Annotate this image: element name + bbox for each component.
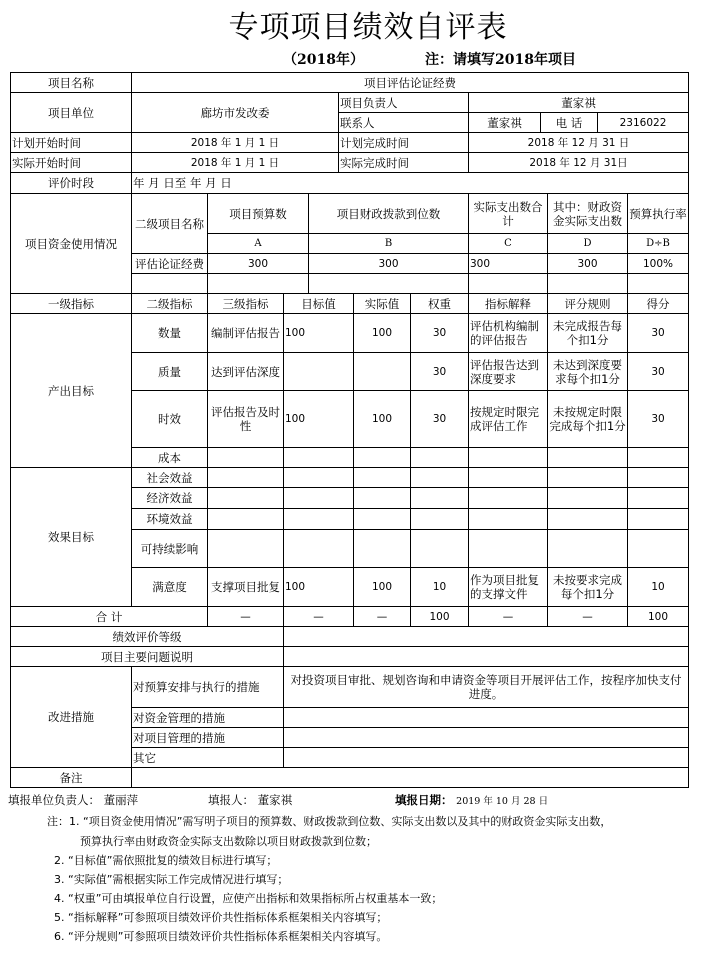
phone-label: 电 话 xyxy=(540,112,598,133)
remark-value xyxy=(131,767,689,788)
form-title: 专项项目绩效自评表 xyxy=(228,10,508,45)
funds-header-budget: 项目预算数 xyxy=(207,193,309,234)
effect-row-l3 xyxy=(207,529,284,568)
improve-label: 改进措施 xyxy=(10,666,132,768)
unit-head-label: 填报单位负责人： xyxy=(8,793,100,807)
effect-row-score xyxy=(627,487,689,509)
output-row-explain: 评估报告达到深度要求 xyxy=(468,352,548,391)
leader-label: 项目负责人 xyxy=(338,92,469,113)
actual-start-value: 2018 年 1 月 1 日 xyxy=(131,152,339,173)
funds-empty-cell xyxy=(468,273,548,294)
funds-code-rate: D÷B xyxy=(627,233,689,254)
effect-row-actual xyxy=(353,508,411,530)
effect-row-score xyxy=(627,529,689,568)
total-weight: 100 xyxy=(410,606,469,627)
form-note: 注：请填写2018年项目 xyxy=(425,52,576,68)
effect-row-rule xyxy=(547,487,628,509)
funds-header-allocated: 项目财政拨款到位数 xyxy=(308,193,469,234)
effect-row-explain xyxy=(468,487,548,509)
total-score: 100 xyxy=(627,606,689,627)
effect-row-target xyxy=(283,508,354,530)
actual-end-value: 2018 年 12 月 31日 xyxy=(468,152,689,173)
indicator-header-level1: 一级指标 xyxy=(10,293,132,314)
funds-header-actual-total: 实际支出数合计 xyxy=(468,193,548,234)
effect-row-target xyxy=(283,529,354,568)
unit-head-value: 董丽萍 xyxy=(103,793,139,807)
output-row-l3: 达到评估深度 xyxy=(207,352,284,391)
output-row-target: 100 xyxy=(283,390,354,448)
note-6: 6. “评分规则”可参照项目绩效评价共性指标体系框架相关内容填写。 xyxy=(54,930,388,943)
output-row-l2: 时效 xyxy=(131,390,208,448)
effect-row-explain xyxy=(468,467,548,488)
remark-label: 备注 xyxy=(10,767,132,788)
actual-end-label: 实际完成时间 xyxy=(338,152,469,173)
output-row-target xyxy=(283,352,354,391)
effect-row-score: 10 xyxy=(627,567,689,607)
effect-row-weight xyxy=(410,508,469,530)
output-row-l2: 数量 xyxy=(131,313,208,353)
funds-empty-cell xyxy=(207,273,309,294)
effect-row-weight xyxy=(410,487,469,509)
improve-row-label: 其它 xyxy=(131,747,284,768)
output-row-rule: 未完成报告每个扣1分 xyxy=(547,313,628,353)
effect-row-target xyxy=(283,467,354,488)
effect-row-rule xyxy=(547,467,628,488)
contact-value: 董家祺 xyxy=(468,112,541,133)
project-name-label: 项目名称 xyxy=(10,72,132,93)
effect-row-explain xyxy=(468,508,548,530)
output-row-actual xyxy=(353,447,411,468)
phone-value: 2316022 xyxy=(597,112,689,133)
note-4: 4. “权重”可由填报单位自行设置，应使产出指标和效果指标所占权重基本一致； xyxy=(54,892,443,905)
date-label: 填报日期： xyxy=(395,793,453,807)
output-row-weight: 30 xyxy=(410,313,469,353)
output-row-explain: 评估机构编制的评估报告 xyxy=(468,313,548,353)
plan-end-label: 计划完成时间 xyxy=(338,132,469,153)
output-row-explain xyxy=(468,447,548,468)
indicator-header-explain: 指标解释 xyxy=(468,293,548,314)
funds-section-label: 项目资金使用情况 xyxy=(10,193,132,294)
output-target-label: 产出目标 xyxy=(10,313,132,468)
output-row-l3: 编制评估报告 xyxy=(207,313,284,353)
effect-row-explain: 作为项目批复的支撑文件 xyxy=(468,567,548,607)
funds-row-actual-total: 300 xyxy=(468,253,548,274)
note-5: 5. “指标解释”可参照项目绩效评价共性指标体系框架相关内容填写； xyxy=(54,911,388,924)
funds-empty-cell xyxy=(547,273,628,294)
funds-row-name: 评估论证经费 xyxy=(131,253,208,274)
unit-value: 廊坊市发改委 xyxy=(131,92,339,133)
effect-row-actual: 100 xyxy=(353,567,411,607)
problem-value xyxy=(283,646,689,667)
unit-label: 项目单位 xyxy=(10,92,132,133)
improve-row-label: 对项目管理的措施 xyxy=(131,727,284,748)
effect-row-score xyxy=(627,508,689,530)
effect-row-weight xyxy=(410,529,469,568)
total-rule: — xyxy=(547,606,628,627)
output-row-actual xyxy=(353,352,411,391)
filler-label: 填报人： xyxy=(208,793,254,807)
improve-row-value: 对投资项目审批、规划咨询和申请资金等项目开展评估工作，按程序加快支付进度。 xyxy=(283,666,689,708)
indicator-header-weight: 权重 xyxy=(410,293,469,314)
indicator-header-actual: 实际值 xyxy=(353,293,411,314)
plan-end-value: 2018 年 12 月 31 日 xyxy=(468,132,689,153)
output-row-rule: 未达到深度要求每个扣1分 xyxy=(547,352,628,391)
output-row-target: 100 xyxy=(283,313,354,353)
effect-target-label: 效果目标 xyxy=(10,467,132,607)
output-row-explain: 按规定时限完成评估工作 xyxy=(468,390,548,448)
note-3: 3. “实际值”需根据实际工作完成情况进行填写； xyxy=(54,873,289,886)
funds-empty-cell xyxy=(627,273,689,294)
footer-filler xyxy=(208,792,292,808)
total-actual: — xyxy=(353,606,411,627)
output-row-rule: 未按规定时限完成每个扣1分 xyxy=(547,390,628,448)
indicator-header-level3: 三级指标 xyxy=(207,293,284,314)
effect-row-actual xyxy=(353,467,411,488)
improve-row-value xyxy=(283,707,689,728)
effect-row-l3: 支撑项目批复 xyxy=(207,567,284,607)
grade-value xyxy=(283,626,689,647)
effect-row-weight xyxy=(410,467,469,488)
effect-row-l2: 可持续影响 xyxy=(131,529,208,568)
output-row-weight: 30 xyxy=(410,352,469,391)
effect-row-target xyxy=(283,487,354,509)
effect-row-l3 xyxy=(207,487,284,509)
output-row-target xyxy=(283,447,354,468)
funds-code-c: C xyxy=(468,233,548,254)
funds-row-allocated: 300 xyxy=(308,253,469,274)
effect-row-l2: 经济效益 xyxy=(131,487,208,509)
output-row-rule xyxy=(547,447,628,468)
effect-row-l2: 社会效益 xyxy=(131,467,208,488)
effect-row-explain xyxy=(468,529,548,568)
indicator-header-rule: 评分规则 xyxy=(547,293,628,314)
period-label: 评价时段 xyxy=(10,172,132,194)
funds-header-exec-rate: 预算执行率 xyxy=(627,193,689,234)
effect-row-l3 xyxy=(207,467,284,488)
footer-date xyxy=(395,792,548,808)
note-2: 2. “目标值”需依照批复的绩效目标进行填写； xyxy=(54,854,278,867)
output-row-l3 xyxy=(207,447,284,468)
effect-row-weight: 10 xyxy=(410,567,469,607)
output-row-l2: 成本 xyxy=(131,447,208,468)
indicator-header-target: 目标值 xyxy=(283,293,354,314)
total-target: — xyxy=(283,606,354,627)
contact-label: 联系人 xyxy=(338,112,469,133)
output-row-score: 30 xyxy=(627,352,689,391)
funds-row-exec-rate: 100% xyxy=(627,253,689,274)
output-row-l2: 质量 xyxy=(131,352,208,391)
output-row-weight xyxy=(410,447,469,468)
problem-label: 项目主要问题说明 xyxy=(10,646,284,667)
note-1: 注：1. “项目资金使用情况”需写明子项目的预算数、财政拨款到位数、实际支出数以及其中的财政资金实际支出数， xyxy=(47,815,612,828)
effect-row-rule xyxy=(547,529,628,568)
output-row-actual: 100 xyxy=(353,390,411,448)
effect-row-l3 xyxy=(207,508,284,530)
output-row-actual: 100 xyxy=(353,313,411,353)
note-1-cont: 预算执行率由财政资金实际支出数除以项目财政拨款到位数； xyxy=(80,835,377,848)
funds-code-b: B xyxy=(308,233,469,254)
project-name-value: 项目评估论证经费 xyxy=(131,72,689,93)
indicator-header-level2: 二级指标 xyxy=(131,293,208,314)
funds-code-a: A xyxy=(207,233,309,254)
grade-label: 绩效评价等级 xyxy=(10,626,284,647)
leader-value: 董家祺 xyxy=(468,92,689,113)
form-year: （2018年） xyxy=(283,52,364,68)
effect-row-rule: 未按要求完成每个扣1分 xyxy=(547,567,628,607)
output-row-score xyxy=(627,447,689,468)
funds-row-budget: 300 xyxy=(207,253,309,274)
indicator-header-score: 得分 xyxy=(627,293,689,314)
effect-row-rule xyxy=(547,508,628,530)
improve-row-label: 对预算安排与执行的措施 xyxy=(131,666,284,708)
effect-row-actual xyxy=(353,529,411,568)
actual-start-label: 实际开始时间 xyxy=(10,152,132,173)
improve-row-value xyxy=(283,747,689,768)
output-row-score: 30 xyxy=(627,313,689,353)
funds-empty-cell xyxy=(308,273,469,294)
output-row-l3: 评估报告及时性 xyxy=(207,390,284,448)
footer-unit-head xyxy=(8,792,138,808)
total-l3: — xyxy=(207,606,284,627)
funds-row-fiscal-actual: 300 xyxy=(547,253,628,274)
effect-row-l2: 满意度 xyxy=(131,567,208,607)
improve-row-value xyxy=(283,727,689,748)
period-value: 年 月 日至 年 月 日 xyxy=(131,172,689,194)
improve-row-label: 对资金管理的措施 xyxy=(131,707,284,728)
funds-header-subproject: 二级项目名称 xyxy=(131,193,208,254)
total-explain: — xyxy=(468,606,548,627)
funds-code-d: D xyxy=(547,233,628,254)
funds-header-fiscal-actual: 其中：财政资金实际支出数 xyxy=(547,193,628,234)
effect-row-actual xyxy=(353,487,411,509)
plan-start-value: 2018 年 1 月 1 日 xyxy=(131,132,339,153)
output-row-score: 30 xyxy=(627,390,689,448)
effect-row-l2: 环境效益 xyxy=(131,508,208,530)
effect-row-score xyxy=(627,467,689,488)
effect-row-target: 100 xyxy=(283,567,354,607)
date-value: 2019 年 10 月 28 日 xyxy=(456,796,549,807)
funds-empty-cell xyxy=(131,273,208,294)
plan-start-label: 计划开始时间 xyxy=(10,132,132,153)
output-row-weight: 30 xyxy=(410,390,469,448)
total-label: 合 计 xyxy=(10,606,208,627)
filler-value: 董家祺 xyxy=(257,793,293,807)
